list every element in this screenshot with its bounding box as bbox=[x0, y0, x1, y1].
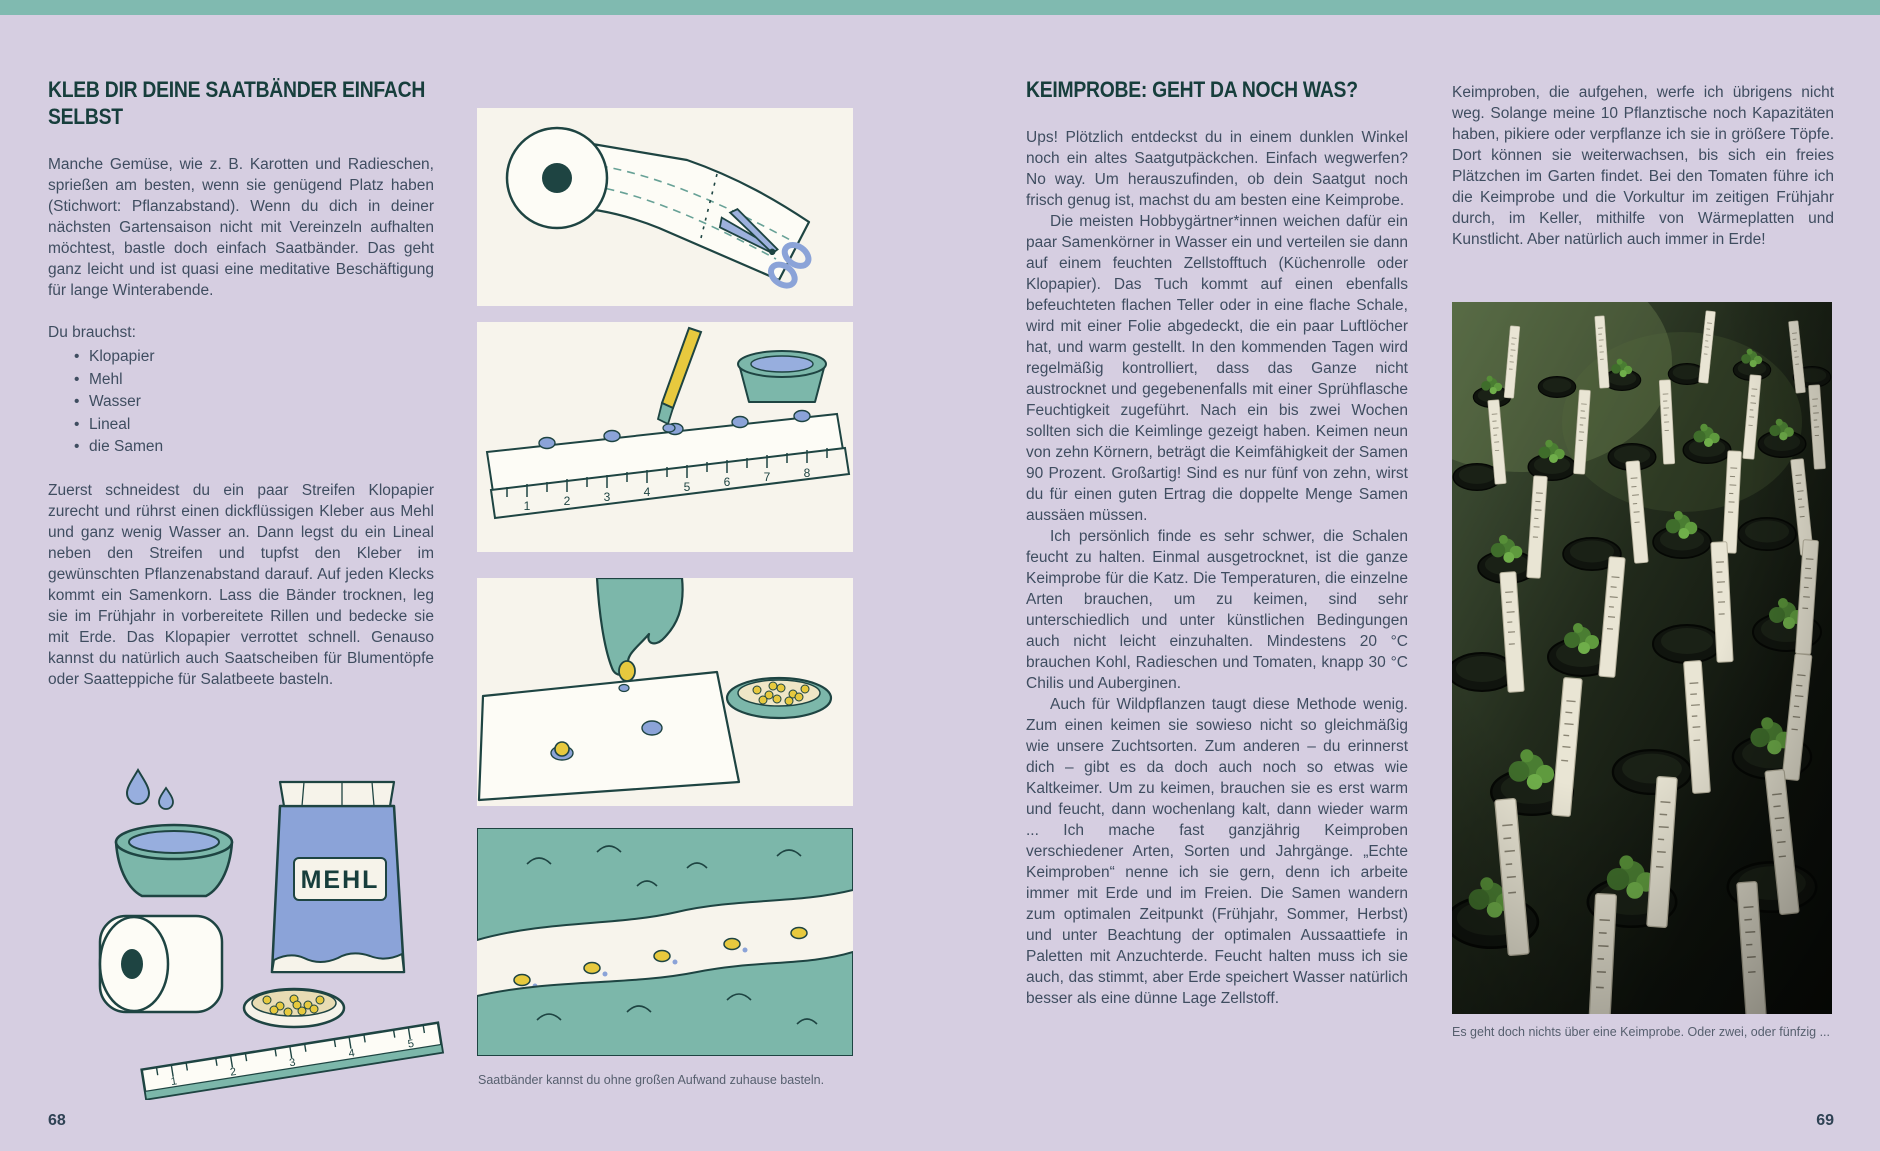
hand-placing-seed-illustration bbox=[477, 578, 853, 806]
right-page-outer-column bbox=[1452, 82, 1834, 250]
glue-dots-ruler-illustration bbox=[477, 322, 853, 552]
photo-caption: Es geht doch nichts über eine Keimprobe. Oder zwei, oder fünfzig ... bbox=[1452, 1025, 1830, 1039]
seed-dish-icon bbox=[244, 989, 344, 1027]
ruler-number: 3 bbox=[603, 490, 611, 504]
ruler-number: 8 bbox=[803, 466, 811, 480]
flour-bag-label: MEHL bbox=[300, 866, 380, 894]
seed-bowl-icon bbox=[727, 678, 831, 718]
left-intro-paragraph: Manche Gemüse, wie z. B. Karotten und Radieschen, sprießen am besten, wenn sie genügend Platz haben (Stichwort: Pflanzabstand). Wenn du dich in deiner nächsten Gartensaison nicht mit Vereinzeln aufhalten möchtest, bastle doch einfach Saatbänder. Das geht ganz leicht und ist quasi eine meditative Beschäftigung für lange Winterabende. bbox=[48, 156, 434, 299]
materials-item-samen: • die Samen bbox=[74, 436, 434, 459]
right-paragraph-3: Ich persönlich finde es sehr schwer, die Schalen feucht zu halten. Einmal ausgetrocknet, ist die ganze Keimprobe für die Katz. Die Temperaturen, die einzelne Arten brauchen, um zu keimen, sind sehr unterschiedlich und unter künstlichen Bedingungen auch nicht leicht einzuhalten. Mindestens 20 °C brauchen Kohl, Radieschen und Tomaten, knapp 30 °C Chilis und Auberginen. bbox=[1026, 528, 1408, 692]
right-outer-paragraph: Keimproben, die aufgehen, werfe ich übrigens nicht weg. Solange meine 10 Pflanztische noch Kapazitäten haben, pikiere oder verpflanze ich sie in größere Töpfe. Dort können sie weiterwachsen, bis sich ein freies Plätzchen im Garten findet. Bei den Tomaten führe ich die Keimprobe und die Vorkultur im zeitigen Frühjahr durch, im Keller, mithilfe von Wärmeplatten und Kunstlicht. Aber natürlich auch immer in Erde! bbox=[1452, 84, 1834, 248]
top-accent-bar bbox=[0, 0, 1880, 15]
materials-item-wasser: • Wasser bbox=[74, 391, 434, 414]
illustration-panel-placing-seeds bbox=[477, 578, 853, 806]
materials-item-lineal: • Lineal bbox=[74, 414, 434, 437]
ruler-number: 2 bbox=[563, 494, 571, 508]
ruler-number: 1 bbox=[523, 499, 531, 513]
illustration-panel-toilet-paper bbox=[477, 108, 853, 306]
page-number-left: 68 bbox=[48, 1112, 66, 1129]
flour-bag-icon bbox=[272, 782, 404, 972]
upper-soil-field bbox=[477, 828, 853, 940]
glue-brush-icon bbox=[658, 328, 701, 432]
illustration-panel-garden-rows bbox=[477, 828, 853, 1056]
left-page-title: KLEB DIR DEINE SAATBÄNDER EINFACH SELBST bbox=[48, 77, 426, 129]
ruler-number: 1 bbox=[169, 1075, 178, 1089]
materials-illustration-svg bbox=[42, 760, 462, 1100]
water-cup-icon bbox=[116, 825, 232, 896]
materials-illustration bbox=[42, 760, 462, 1100]
right-paragraph-4: Auch für Wildpflanzen taugt diese Methode wenig. Zum einen keimen sie sowieso nicht so gleichmäßig wie unsere Zuchtsorten. Zum anderen – du erinnerst dich – gibt es da doch auch noch so etwas wie Kaltkeimer. Um zu keimen, brauchen sie es erst warm und feucht, dann wochenlang kalt, dann wieder warm ... Ich mache fast ganzjährig Keimproben verschiedener Arten, Sorten und Jahrgänge. „Echte Keimproben“ nenne ich sie gern, denn ich arbeite immer mit Erde und im Freien. Die Samen wandern zum optimalen Zeitpunkt (Frühjahr, Sommer, Herbst) und unter Beachtung der optimalen Aussaattiefe in Paletten mit Anzuchterde. Feucht halten muss ich sie auch, das stimmt, aber Erde speichert Wasser natürlich besser als eine dünne Lage Zellstoff. bbox=[1026, 696, 1408, 1007]
hand-icon bbox=[597, 578, 683, 692]
ruler-number: 3 bbox=[288, 1056, 297, 1070]
toilet-paper-roll-icon bbox=[507, 128, 607, 228]
seedlings-photo bbox=[1452, 302, 1832, 1014]
lower-soil-field bbox=[477, 952, 853, 1056]
materials-list-title: Du brauchst: bbox=[48, 324, 136, 341]
toilet-paper-scissors-illustration bbox=[477, 108, 853, 306]
right-page-main-column bbox=[1026, 76, 1408, 1009]
ruler-number: 2 bbox=[229, 1065, 238, 1079]
ruler-number: 5 bbox=[407, 1037, 415, 1051]
materials-item-klopapier: • Klopapier bbox=[74, 346, 434, 369]
seedlings-photo-svg bbox=[1452, 302, 1832, 1014]
materials-item-mehl: • Mehl bbox=[74, 369, 434, 392]
left-body-paragraph: Zuerst schneidest du ein paar Streifen Klopapier zurecht und rührst einen dickflüssigen Kleber aus Mehl und ganz wenig Wasser an. Dann legst du ein Lineal neben den Streifen und tupfst den Kleber im gewünschten Pflanzenabstand darauf. Auf jeden Klecks kommt ein Samenkorn. Lass die Bänder trocknen, leg sie im Frühjahr in vorbereitete Rillen und bedecke sie mit Erde. Das Klopapier verrottet schnell. Genauso kannst du natürlich auch Saatscheiben für Blumentöpfe oder Saatteppiche für Salatbeete basteln. bbox=[48, 481, 434, 688]
paper-sheet bbox=[479, 672, 739, 800]
ruler-number: 5 bbox=[683, 480, 691, 494]
right-page-title: KEIMPROBE: GEHT DA NOCH WAS? bbox=[1026, 77, 1358, 102]
toilet-roll-icon bbox=[100, 916, 222, 1012]
ruler-number: 4 bbox=[643, 485, 651, 499]
right-paragraph-1: Ups! Plötzlich entdeckst du in einem dunklen Winkel noch ein altes Saatgutpäckchen. Einfach wegwerfen? No way. Um herauszufinden, ob dein Saatgut noch frisch genug ist, machst du am besten eine Keimprobe. bbox=[1026, 129, 1408, 209]
water-drops-icon bbox=[127, 770, 173, 809]
page-number-right: 69 bbox=[1816, 1112, 1834, 1129]
garden-rows-illustration bbox=[477, 828, 853, 1056]
right-paragraph-2: Die meisten Hobbygärtner*innen weichen dafür ein paar Samenkörner in Wasser ein und verteilen sie dann auf einem feuchten Zellstofftuch (Küchenrolle oder Klopapier). Das Tuch kommt auf einen ebenfalls befeuchteten flachen Teller oder in eine flache Schale, wird mit einer Folie abgedeckt, die ein paar Luftlöcher hat, und warm gestellt. In den kommenden Tagen wird regelmäßig kontrolliert, dass das Ganze nicht austrocknet und gegebenenfalls mit einer Sprühflasche Feuchtigkeit zugeführt. Nach ein bis zwei Wochen sollten sich die Keimlinge gezeigt haben. Keimen neun von zehn Körnern, beträgt die Keimfähigkeit der Samen 90 Prozent. Großartig! Sind es nur fünf von zehn, wirst du für einen guten Ertrag die doppelte Menge Samen aussäen müssen. bbox=[1026, 213, 1408, 524]
measuring-ruler-icon bbox=[142, 1023, 443, 1100]
left-page-text-column bbox=[48, 76, 434, 690]
ruler-number: 4 bbox=[347, 1047, 356, 1060]
ruler-number: 6 bbox=[723, 475, 731, 489]
ruler-number: 7 bbox=[763, 470, 771, 484]
panels-caption: Saatbänder kannst du ohne großen Aufwand zuhause basteln. bbox=[478, 1073, 825, 1087]
illustration-panel-glue-ruler bbox=[477, 322, 853, 552]
water-bowl-icon bbox=[738, 351, 826, 402]
materials-list bbox=[48, 346, 434, 459]
